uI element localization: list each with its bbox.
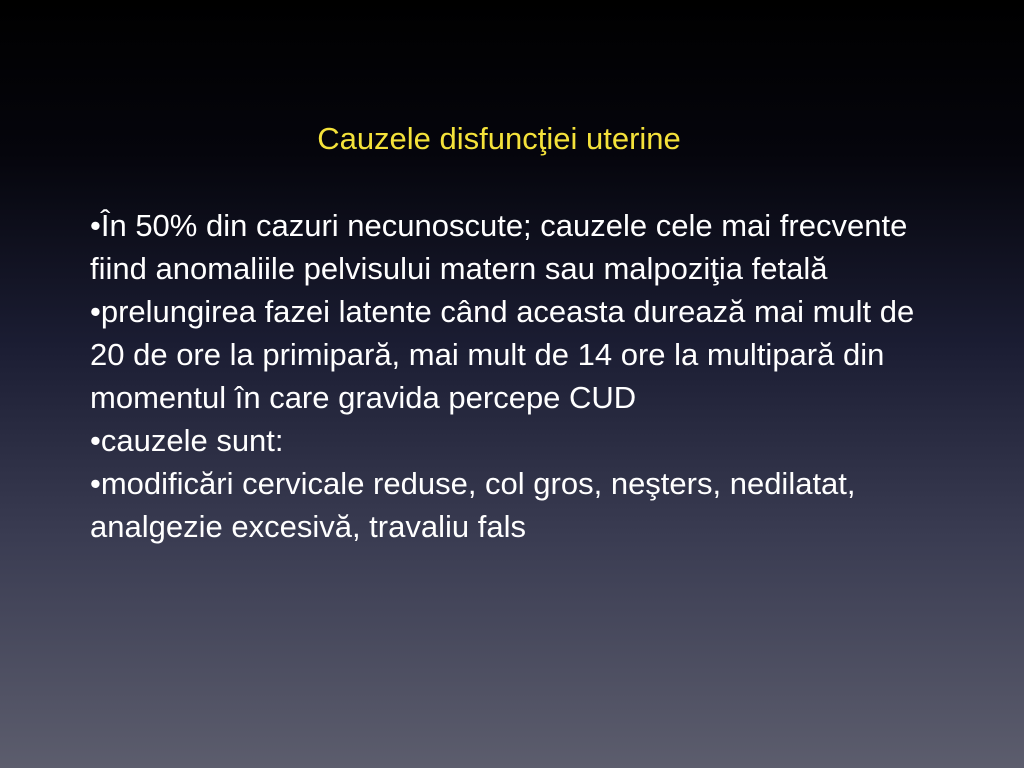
bullet-item: •modificări cervicale reduse, col gros, neşters, nedilatat, analgezie excesivă, travaliu fals xyxy=(90,466,856,544)
bullet-item: •cauzele sunt: xyxy=(90,423,284,458)
bullet-item: •În 50% din cazuri necunoscute; cauzele cele mai frecvente fiind anomaliile pelvisului matern sau malpoziţia fetală xyxy=(90,208,908,286)
slide-body xyxy=(90,204,930,548)
slide-title: Cauzele disfuncţiei uterine xyxy=(317,121,681,156)
bullet-item: •prelungirea fazei latente când aceasta durează mai mult de 20 de ore la primipară, mai mult de 14 ore la multipară din momentul în care gravida percepe CUD xyxy=(90,294,915,415)
